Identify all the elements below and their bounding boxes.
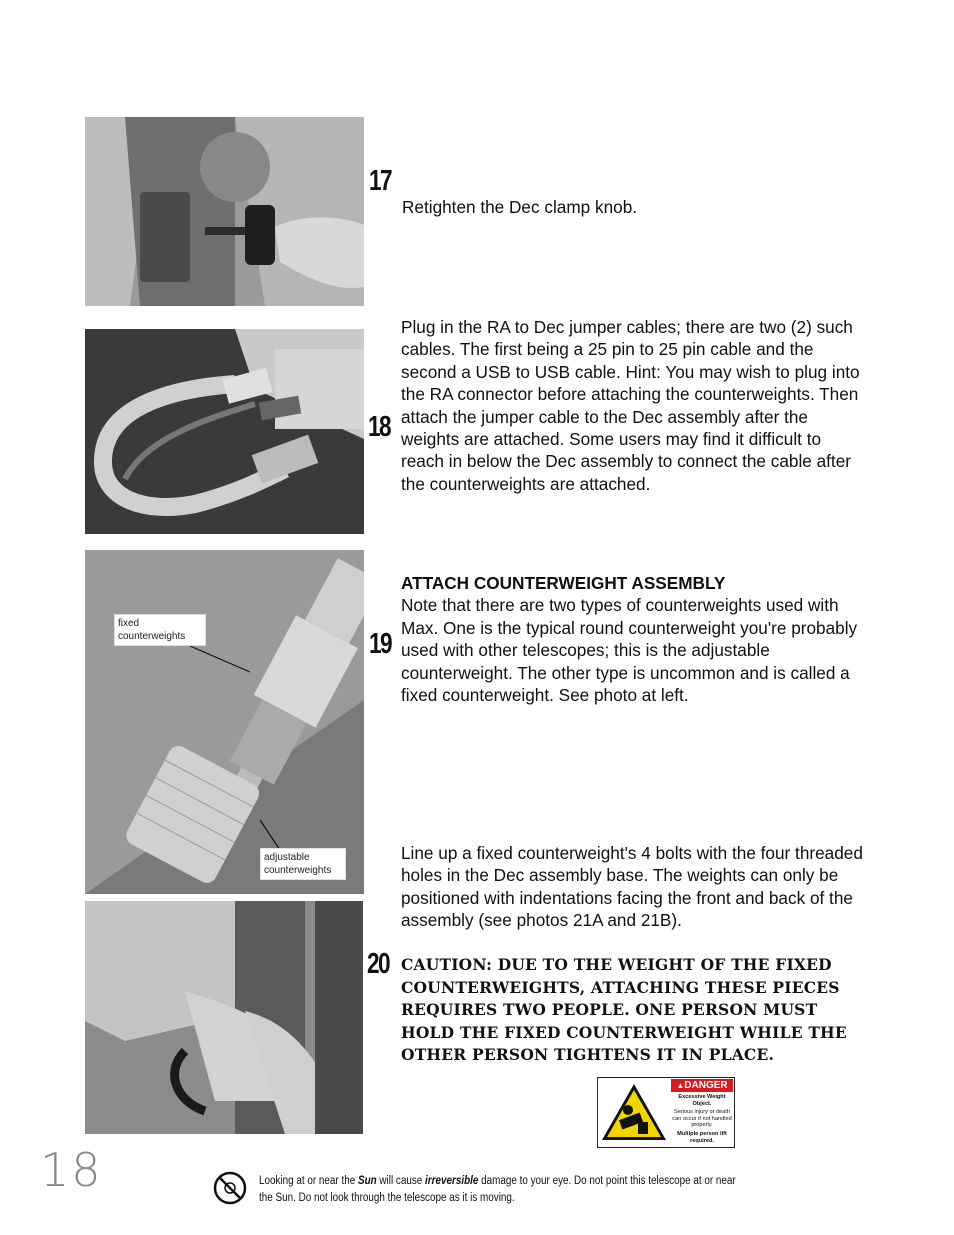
step-20-text: Line up a fixed counterweight's 4 bolts with the four threaded holes in the Dec assembly base. The weights can only be positioned with indentations facing the front and back of the assembly (see photos 21A and 21B).	[401, 843, 863, 931]
photo-step-20	[85, 901, 363, 1134]
danger-warning-icon	[598, 1078, 670, 1147]
danger-triangle-icon: ▲	[676, 1081, 685, 1090]
caution-text: CAUTION: DUE TO THE WEIGHT OF THE FIXED COUNTERWEIGHTS, ATTACHING THESE PIECES REQUIRES TWO PEOPLE. ONE PERSON MUST HOLD THE FIXED COUNTERWEIGHT WHILE THE OTHER PERSON TIGHTENS IT IN PLACE.	[401, 955, 847, 1065]
photo-step-17	[85, 117, 364, 306]
step-19-block	[401, 572, 871, 706]
footer-text-2: will cause	[376, 1175, 426, 1187]
no-sun-eye-icon	[213, 1171, 247, 1205]
footer-irreversible: irreversible	[425, 1175, 479, 1187]
danger-title	[671, 1079, 733, 1092]
photo-step-19	[85, 550, 364, 894]
danger-line-3: Multiple person lift required.	[677, 1130, 727, 1144]
danger-sign	[597, 1077, 735, 1148]
step-17-text: Retighten the Dec clamp knob.	[402, 197, 638, 217]
label-adjustable-counterweights: adjustable counterweights	[260, 848, 346, 880]
label-fixed-counterweights: fixed counterweights	[114, 614, 206, 646]
step-number-18: 18	[368, 411, 391, 443]
step-19-heading: ATTACH COUNTERWEIGHT ASSEMBLY	[401, 573, 726, 593]
danger-title-text: DANGER	[684, 1080, 728, 1091]
danger-line-1: Excessive Weight Object.	[678, 1094, 726, 1107]
step-18-text: Plug in the RA to Dec jumper cables; there are two (2) such cables. The first being a 25 pin to 25 pin cable and the second a USB to USB cable. Hint: You may wish to plug into the RA connector before attaching the counterweights. Then attach the jumper cable to the Dec assembly after the weights are attached. Some users may find it difficult to reach in below the Dec assembly to connect the cable after the counterweights are attached.	[401, 317, 860, 494]
page-number: 18	[40, 1143, 103, 1197]
photo-step-18	[85, 329, 364, 534]
step-number-19: 19	[369, 628, 392, 660]
footer-sun: Sun	[357, 1175, 377, 1187]
step-number-20: 20	[367, 948, 390, 980]
footer-text-1: Looking at or near the	[259, 1175, 358, 1187]
footer-warning	[259, 1173, 741, 1207]
step-number-17: 17	[369, 165, 392, 197]
danger-line-2: Serious injury or death can occur if not handled properly.	[672, 1109, 732, 1129]
step-19-text: Note that there are two types of counterweights used with Max. One is the typical round counterweight you're probably used with other telescopes; this is the adjustable counterweight. The other type is uncommon and is called a fixed counterweight. See photo at left.	[401, 595, 858, 706]
footer-text-3: damage to your eye. Do not point this telescope at or near the Sun. Do not look through the telescope as it is moving.	[259, 1175, 736, 1204]
